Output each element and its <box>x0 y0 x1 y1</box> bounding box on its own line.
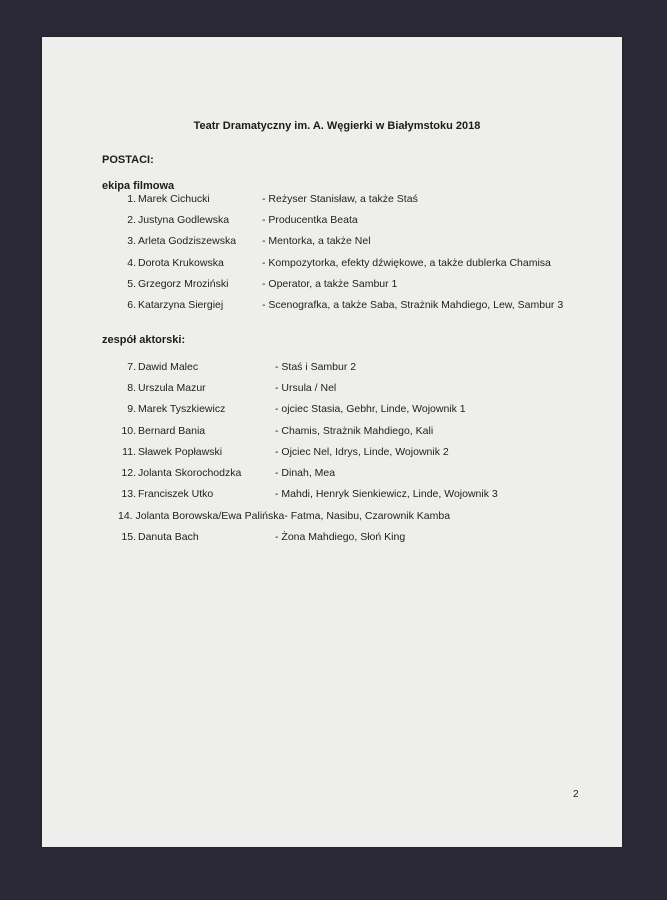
row-number: 3. <box>127 235 136 247</box>
person-role: - Ojciec Nel, Idrys, Linde, Wojownik 2 <box>275 446 449 458</box>
person-name: Franciszek Utko <box>138 488 214 500</box>
person-name: Katarzyna Siergiej <box>138 299 224 311</box>
person-role: - Operator, a także Sambur 1 <box>262 278 398 290</box>
row-number: 10. <box>121 425 136 437</box>
crew-heading: ekipa filmowa <box>102 180 175 192</box>
person-role: - Dinah, Mea <box>275 467 336 479</box>
crew-row <box>42 299 622 315</box>
person-name: Dorota Krukowska <box>138 257 224 269</box>
person-name: Dawid Malec <box>138 361 199 373</box>
crew-row <box>42 193 622 209</box>
crew-row <box>42 214 622 230</box>
crew-row <box>42 257 622 273</box>
person-name: Justyna Godlewska <box>138 214 230 226</box>
person-name: Urszula Mazur <box>138 382 206 394</box>
cast-row <box>42 403 622 419</box>
cast-row <box>42 361 622 377</box>
person-role: - Żona Mahdiego, Słoń King <box>275 531 406 543</box>
person-role: - Mahdi, Henryk Sienkiewicz, Linde, Wojownik 3 <box>275 488 498 500</box>
row-number: 1. <box>127 193 136 205</box>
row-number: 5. <box>127 278 136 290</box>
person-role: - Scenografka, a także Saba, Strażnik Mahdiego, Lew, Sambur 3 <box>262 299 564 311</box>
row-number: 2. <box>127 214 136 226</box>
cast-row <box>42 467 622 483</box>
person-name: Sławek Popławski <box>138 446 223 458</box>
row-number: 4. <box>127 257 136 269</box>
person-name: Danuta Bach <box>138 531 199 543</box>
person-role: - Staś i Sambur 2 <box>275 361 357 373</box>
cast-row <box>42 446 622 462</box>
crew-row <box>42 235 622 251</box>
person-role: - Producentka Beata <box>262 214 358 226</box>
postaci-heading: POSTACI: <box>102 154 154 166</box>
cast-row <box>42 488 622 504</box>
cast-row <box>42 425 622 441</box>
person-name: Bernard Bania <box>138 425 206 437</box>
person-role: - Chamis, Strażnik Mahdiego, Kali <box>275 425 434 437</box>
cast-heading: zespół aktorski: <box>102 334 186 346</box>
row-number: 7. <box>127 361 136 373</box>
row-number: 12. <box>121 467 136 479</box>
row-number: 8. <box>127 382 136 394</box>
page-number: 2 <box>573 789 579 800</box>
person-name: Marek Tyszkiewicz <box>138 403 226 415</box>
row-number: 15. <box>121 531 136 543</box>
person-role: - Mentorka, a także Nel <box>262 235 371 247</box>
row-number: 11. <box>122 446 136 458</box>
person-name: Marek Cichucki <box>138 193 210 205</box>
document-page <box>42 37 622 847</box>
person-entry: 14. Jolanta Borowska/Ewa Palińska- Fatma, Nasibu, Czarownik Kamba <box>118 510 451 522</box>
cast-row <box>42 382 622 398</box>
row-number: 9. <box>127 403 136 415</box>
cast-row <box>42 510 622 526</box>
person-role: - Reżyser Stanisław, a także Staś <box>262 193 418 205</box>
row-number: 6. <box>127 299 136 311</box>
person-role: - Ursula / Nel <box>275 382 337 394</box>
person-name: Arleta Godziszewska <box>138 235 237 247</box>
crew-row <box>42 278 622 294</box>
cast-row <box>42 531 622 547</box>
person-name: Jolanta Skorochodzka <box>138 467 242 479</box>
person-name: Grzegorz Mroziński <box>138 278 229 290</box>
row-number: 13. <box>121 488 136 500</box>
document-title: Teatr Dramatyczny im. A. Węgierki w Białymstoku 2018 <box>193 120 481 132</box>
person-role: - ojciec Stasia, Gebhr, Linde, Wojownik 1 <box>275 403 466 415</box>
person-role: - Kompozytorka, efekty dźwiękowe, a także dublerka Chamisa <box>262 257 551 269</box>
